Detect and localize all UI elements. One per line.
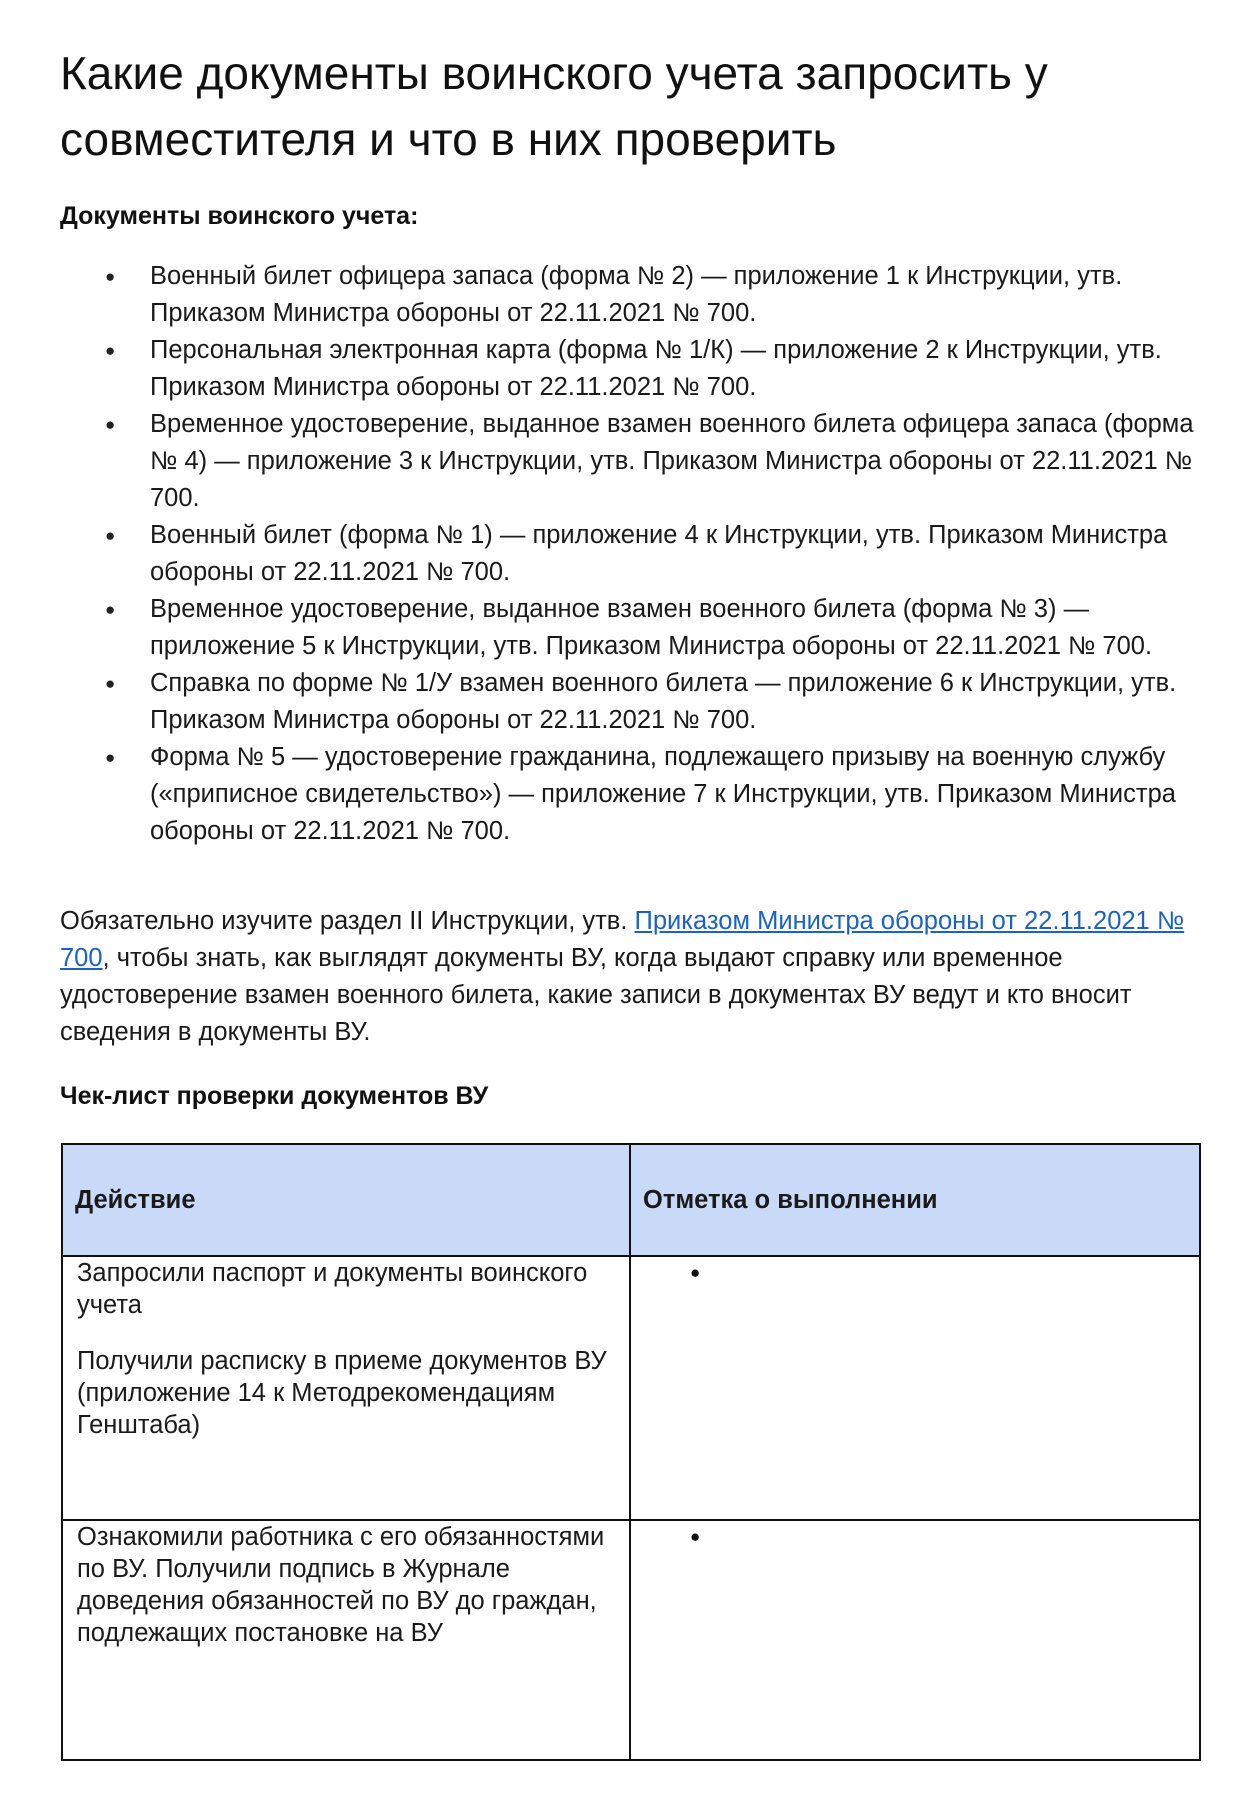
- list-item: ● Временное удостоверение, выданное взамен военного билета (форма № 3) — приложение 5 к Инструкции, утв. Приказом Министра обороны от 22.11.2021 № 700.: [60, 591, 1200, 665]
- action-text: Запросили паспорт и документы воинского учета: [77, 1259, 588, 1319]
- action-text: Получили расписку в приеме документов ВУ (приложение 14 к Методрекомендациям Генштаба): [77, 1347, 607, 1439]
- study-instruction-note: [60, 903, 1195, 1051]
- page-title: Какие документы воинского учета запросить у совместителя и что в них проверить: [60, 47, 1048, 165]
- completion-mark-bullet: ●: [690, 1527, 701, 1546]
- order-700-link[interactable]: Приказом Министра обороны от 22.11.2021 № 700: [60, 907, 1185, 972]
- completion-mark-bullet: ●: [690, 1263, 701, 1282]
- note-text-after-link: , чтобы знать, как выглядят документы ВУ, когда выдают справку или временное удостоверение взамен военного билета, какие записи в документах ВУ ведут и кто вносит сведения в документы ВУ.: [60, 944, 1132, 1046]
- table-row: [62, 1256, 1200, 1520]
- action-cell: [62, 1256, 630, 1520]
- documents-section-label: Документы воинского учета:: [60, 202, 419, 230]
- action-cell: [62, 1520, 630, 1760]
- mark-cell[interactable]: [630, 1256, 1200, 1520]
- column-header-mark: Отметка о выполнении: [630, 1144, 1200, 1256]
- list-item: ● Персональная электронная карта (форма № 1/К) — приложение 2 к Инструкции, утв. Приказом Министра обороны от 22.11.2021 № 700.: [60, 332, 1200, 406]
- list-item: ● Справка по форме № 1/У взамен военного билета — приложение 6 к Инструкции, утв. Приказом Министра обороны от 22.11.2021 № 700.: [60, 665, 1200, 739]
- table-row: [62, 1520, 1200, 1760]
- documents-list: [60, 258, 1200, 850]
- list-item: ● Военный билет офицера запаса (форма № 2) — приложение 1 к Инструкции, утв. Приказом Министра обороны от 22.11.2021 № 700.: [60, 258, 1200, 332]
- list-item: ● Форма № 5 — удостоверение гражданина, подлежащего призыву на военную службу («приписное свидетельство») — приложение 7 к Инструкции, утв. Приказом Министра обороны от 22.11.2021 № 700.: [60, 739, 1200, 850]
- column-header-action: Действие: [62, 1144, 630, 1256]
- mark-cell[interactable]: [630, 1520, 1200, 1760]
- list-item: ● Временное удостоверение, выданное взамен военного билета офицера запаса (форма № 4) — приложение 3 к Инструкции, утв. Приказом Министра обороны от 22.11.2021 № 700.: [60, 406, 1200, 517]
- note-text-before-link: Обязательно изучите раздел II Инструкции, утв.: [60, 907, 635, 935]
- list-item: ● Военный билет (форма № 1) — приложение 4 к Инструкции, утв. Приказом Министра обороны от 22.11.2021 № 700.: [60, 517, 1200, 591]
- checklist-table: [61, 1143, 1201, 1761]
- checklist-title: Чек-лист проверки документов ВУ: [60, 1082, 489, 1110]
- action-text: Ознакомили работника с его обязанностями по ВУ. Получили подпись в Журнале доведения обязанностей по ВУ до граждан, подлежащих постановке на ВУ: [77, 1523, 605, 1647]
- table-header-row: [62, 1144, 1200, 1256]
